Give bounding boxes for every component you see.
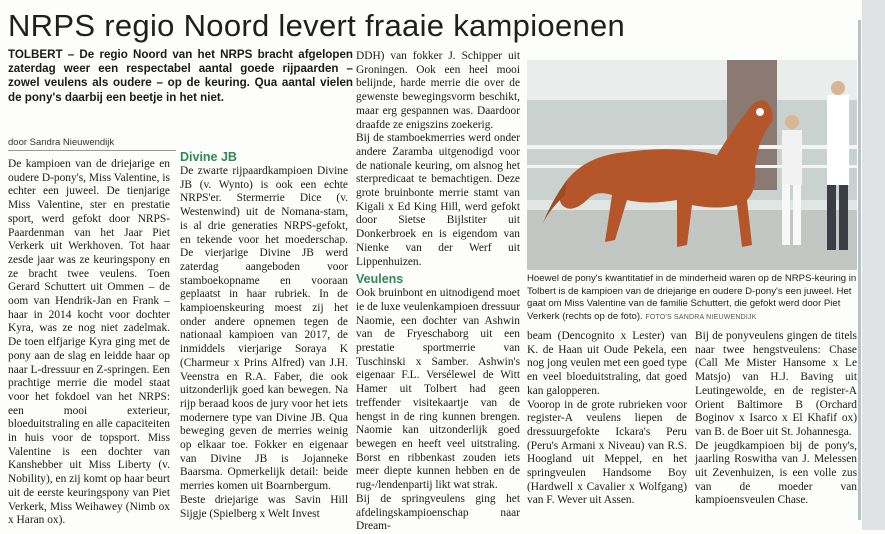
column-2: [180, 150, 348, 521]
column-1-text: De kampioen van de driejarige en oudere D-pony's, Miss Valentine, is echter een juweel. De tienjarige Miss Valentine, ster en prestatie sport, werd gefokt door NRPS-Paardenman van het Jaar Piet Verkerk uit Werkhoven. Tot haar zesde jaar was ze keuringspony en ze bracht twee veulens. Toen Gerard Schuttert uit Ommen – de oom van Hendrik-Jan en Frank – haar in 2014 kocht voor dochter Kyra, was ze nog niet zadelmak. De toen elfjarige Kyra ging met de pony aan de slag en leidde haar op naar L-dressuur en Z-springen. Een prachtige merrie die model staat voor het fokdoel van het NRPS: een mooi exterieur, bloeduitstraling en alle capaciteiten in huis voor de topsport. Miss Valentine is een dochter van Kanshebber uit Miss Liberty (v. Nobility), en zij komt op haar beurt uit de eerste keuringspony van Piet Verkerk, Miss Weihawey (Nimb ox x Haran ox).: [8, 158, 170, 527]
column-4: [527, 330, 687, 508]
caption-text: Hoewel de pony's kwantitatief in de minderheid waren op de NRPS-keuring in Tolbert is de kampioen van de driejarige en oudere D-pony's een juweel. Het gaat om Miss Valentine van de familie Schuttert, die gefokt werd door Piet Verkerk (rechts op de foto).: [527, 273, 857, 322]
headline: NRPS regio Noord levert fraaie kampioenen: [8, 8, 626, 43]
photo-horse-illustration: [527, 60, 857, 270]
subhead-veulens: Veulens: [356, 272, 404, 287]
column-5: [695, 330, 857, 508]
page-edge-strip: [858, 20, 861, 520]
photo-credit: FOTO'S SANDRA NIEUWENDIJK: [645, 313, 757, 321]
column-2-tail: Beste driejarige was Savin Hill Sijgje (Spielberg x Welt Invest: [180, 493, 348, 520]
column-5-text-b: De jeugdkampioen bij de pony's, jaarling Roswitha van J. Melessen uit Zevenhuizen, is een volle zus van de moeder van kampioensveulen Chase.: [695, 439, 857, 507]
column-3-text-d: Bij de springveulens ging het afdelingskampioenschap naar Dream-: [356, 492, 520, 533]
column-3-text-c: Ook bruinbont en uitnodigend moet ie de luxe veulenkampioen dressuur Naomie, een dochter van Ashwin van de Fryeschaborg uit een prestatie sportmerrie van Tuschinski x Samber. Ashwin's eigenaar F.L. Versélewel de Witt Hamer uit Tolbert had geen treffender visitekaartje van de hengst in de ring kunnen brengen. Naomie kan uitzonderlijk goed bewegen en heeft veel uitstraling. Borst en ribbenkast zouden iets meer diepte kunnen hebben en de rug-/lendenpartij likt wat strak.: [356, 287, 520, 492]
byline-divider: [8, 150, 176, 151]
column-1: [8, 158, 170, 528]
article-photo: [527, 60, 857, 270]
byline: door Sandra Nieuwendijk: [8, 137, 115, 148]
photo-caption: [527, 273, 857, 324]
column-4-text-b: Voorop in de grote rubrieken voor register-A veulens liepen de dressuurgefokte Ickara's Peru (Peru's Armani x Niveau) van R.S. Hoogland uit Meppel, en het springveulen Handsome Boy (Hardwell x Cavalier x Wolfgang) van F. Wever uit Assen.: [527, 398, 687, 507]
column-3: [356, 50, 520, 534]
subhead-divine-jb: Divine JB: [180, 150, 237, 164]
column-4-text-a: beam (Dencognito x Lester) van K. de Haan uit Oude Pekela, een nog jong veulen met een goed type en veel bloeduitstraling, dat goed kan galopperen.: [527, 330, 687, 397]
column-5-text-a: Bij de ponyveulens gingen de titels naar twee hengstveulens: Chase (Call Me Mister Hansome x Le Matsjo) van H.J. Baving uit Leutingewolde, en de register-A Orient Baltimore B (Orchard Boginov x Isarco x El Khafif ox) van B. de Boer uit St. Johannesga.: [695, 330, 857, 438]
page-edge: [862, 0, 885, 530]
column-2-text: De zwarte rijpaardkampioen Divine JB (v. Wynto) is ook een echte NRPS'er. Stermerrie Dice (v. Westenwind) uit de Nomana-stam, is al drie generaties NRPS-gefokt, en tekende voor het moederschap. De vierjarige Divine JB werd zaterdag aangeboden voor stamboekopname en vooraan geplaatst in haar rubriek. In de kampioenskeuring moest zij het onder andere opnemen tegen de nationaal kampioen van 2017, de inmiddels vierjarige Soraya K (Charmeur x Prins Alfred) van J.H. Veenstra en R.A. Faber, die ook uitzonderlijk goed kan bewegen. Na rijp beraad koos de jury voor het iets modernere type van Divine JB. Qua beweging geven de merries weinig op elkaar toe. Fokker en eigenaar van Divine JB is Jojanneke Baarsma. Opmerkelijk detail: beide merries komen uit Boarnbergum.: [180, 165, 348, 493]
column-3-text-a: DDH) van fokker J. Schipper uit Groningen. Ook een heel mooi belijnde, harde merrie die over de gewenste bewegingsvorm beschikt, maar erg gespannen was. Daardoor draafde ze enigszins zoekerig.: [356, 50, 520, 131]
column-3-text-b: Bij de stamboekmerries werd onder andere Zaramba uitgenodigd voor de nationale keuring, om alsnog het sterpredicaat te bemachtigen. Deze grote bruinbonte merrie stamt van Kigali x Ed King Hill, werd gefokt door Sietse Bijlstiter uit Donkerbroek en is eigendom van Nienke van der Werf uit Lippenhuizen.: [356, 132, 520, 268]
lead-paragraph: TOLBERT – De regio Noord van het NRPS bracht afgelopen zaterdag weer een respectabel aantal goede rijpaarden – zowel veulens als oudere – op de keuring. Qua aantal vielen de pony's daarbij een beetje in het niet.: [8, 48, 353, 104]
